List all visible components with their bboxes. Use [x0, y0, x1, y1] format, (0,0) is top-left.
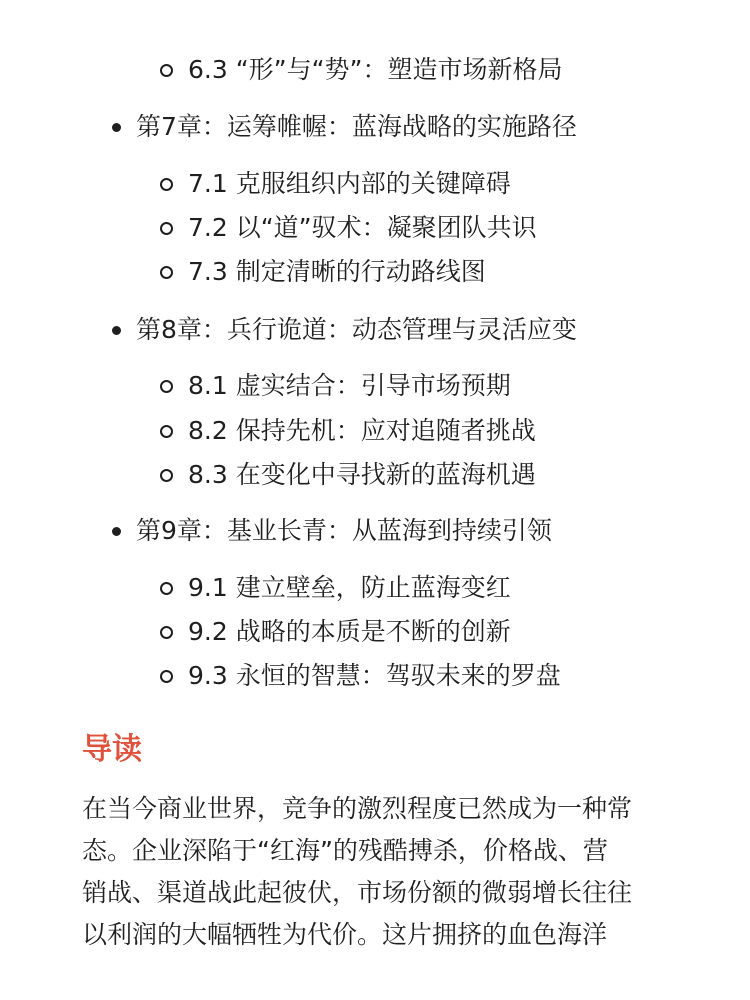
- bullet-icon: [112, 326, 121, 335]
- toc-chapter-9: [0, 511, 750, 551]
- toc-section-9-1: [0, 568, 750, 608]
- toc-section-7-1: [0, 164, 750, 204]
- hollow-bullet-icon: [160, 266, 173, 279]
- toc-item-text: 7.2 以“道”驭术：凝聚团队共识: [188, 213, 537, 242]
- toc-item-text: 第8章：兵行诡道：动态管理与灵活应变: [136, 315, 577, 344]
- hollow-bullet-icon: [160, 469, 173, 482]
- toc-item-text: 6.3 “形”与“势”：塑造市场新格局: [188, 55, 563, 84]
- toc-item-text: 7.3 制定清晰的行动路线图: [188, 257, 486, 286]
- toc-chapter-8: [0, 310, 750, 350]
- intro-heading: 导读: [82, 732, 142, 767]
- toc-chapter-7: [0, 107, 750, 147]
- toc-section-8-2: [0, 411, 750, 451]
- paragraph-line: 态。企业深陷于“红海”的残酷搏杀，价格战、营: [82, 836, 608, 865]
- hollow-bullet-icon: [160, 380, 173, 393]
- toc-item-text: 第9章：基业长青：从蓝海到持续引领: [136, 516, 552, 545]
- intro-paragraph: [82, 788, 672, 956]
- toc-item-text: 8.3 在变化中寻找新的蓝海机遇: [188, 460, 536, 489]
- toc-item-text: 8.2 保持先机：应对追随者挑战: [188, 416, 536, 445]
- toc-section-8-3: [0, 455, 750, 495]
- toc-section-9-3: [0, 656, 750, 696]
- toc-item-text: 7.1 克服组织内部的关键障碍: [188, 169, 511, 198]
- toc-section-8-1: [0, 366, 750, 406]
- toc-section-9-2: [0, 612, 750, 652]
- toc-section-7-2: [0, 208, 750, 248]
- toc-item-text: 8.1 虚实结合：引导市场预期: [188, 371, 511, 400]
- toc-item-text: 9.1 建立壁垒，防止蓝海变红: [188, 573, 511, 602]
- hollow-bullet-icon: [160, 64, 173, 77]
- toc-item-text: 第7章：运筹帷幄：蓝海战略的实施路径: [136, 112, 577, 141]
- paragraph-line: 销战、渠道战此起彼伏，市场份额的微弱增长往往: [82, 878, 633, 907]
- hollow-bullet-icon: [160, 670, 173, 683]
- toc-item-text: 9.3 永恒的智慧：驾驭未来的罗盘: [188, 661, 561, 690]
- hollow-bullet-icon: [160, 425, 173, 438]
- toc-section-6-3: [0, 50, 750, 90]
- hollow-bullet-icon: [160, 582, 173, 595]
- bullet-icon: [112, 123, 121, 132]
- bullet-icon: [112, 527, 121, 536]
- toc-section-7-3: [0, 252, 750, 292]
- paragraph-line: 以利润的大幅牺牲为代价。这片拥挤的血色海洋: [82, 920, 608, 949]
- hollow-bullet-icon: [160, 626, 173, 639]
- paragraph-line: 在当今商业世界，竞争的激烈程度已然成为一种常: [82, 794, 633, 823]
- hollow-bullet-icon: [160, 178, 173, 191]
- toc-item-text: 9.2 战略的本质是不断的创新: [188, 617, 511, 646]
- hollow-bullet-icon: [160, 222, 173, 235]
